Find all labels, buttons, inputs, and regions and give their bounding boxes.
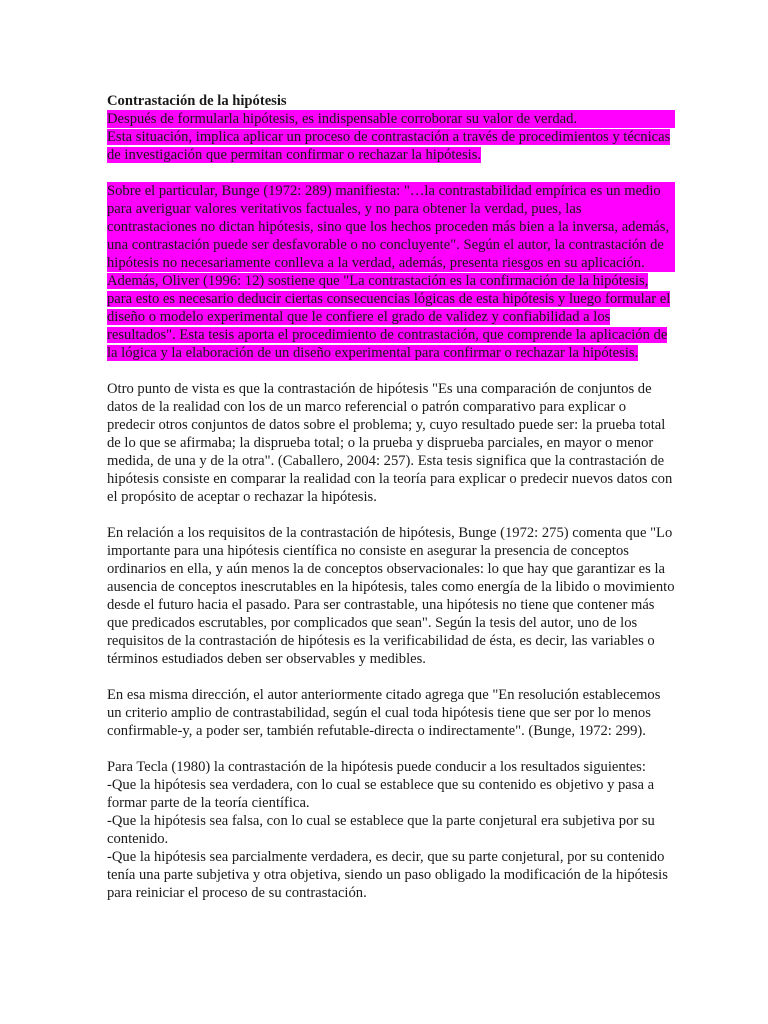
highlighted-text: Además, Oliver (1996: 12) sostiene que "La contrastación es la confirmación de la hipótesis, para esto es necesario deducir ciertas consecuencias lógicas de esta hipótesis y luego formular el diseño o modelo experimental que le confiere el grado de validez y confiabilidad a los resultados". Esta tesis aporta el procedimiento de contrastación, que comprende la aplicación de la lógica y la elaboración de un diseño experimental para confirmar o rechazar la hipótesis. xyxy=(107,273,671,361)
list-item: -Que la hipótesis sea parcialmente verdadera, es decir, que su parte conjetural, por su contenido tenía una parte subjetiva y otra objetiva, siendo un paso obligado la modificación de la hipótesis para reiniciar el proceso de su contrastación. xyxy=(107,849,668,901)
caballero-paragraph: Otro punto de vista es que la contrastación de hipótesis "Es una comparación de conjuntos de datos de la realidad con los de un marco referencial o patrón comparativo para explicar o predecir otros conjuntos de datos sobre el problema; y, cuyo resultado puede ser: la prueba total de lo que se afirmaba; la disprueba total; o la prueba y disprueba parciales, en mayor o menor medida, de una y de la otra". (Caballero, 2004: 257). Esta tesis significa que la contrastación de hipótesis consiste en comparar la realidad con la teoría para explicar o predecir nuevos datos con el propósito de aceptar o rechazar la hipótesis. xyxy=(107,381,673,505)
misma-direccion-paragraph: En esa misma dirección, el autor anteriormente citado agrega que "En resolución establecemos un criterio amplio de contrastabilidad, según el cual toda hipótesis tiene que ser por lo menos confirmable-y, a poder ser, también refutable-directa o indirectamente". (Bunge, 1972: 299). xyxy=(107,687,661,739)
list-item: -Que la hipótesis sea falsa, con lo cual se establece que la parte conjetural era subjetiva por su contenido. xyxy=(107,813,655,847)
document-title: Contrastación de la hipótesis xyxy=(107,93,287,109)
highlighted-text: Esta situación, implica aplicar un proceso de contrastación a través de procedimientos y técnicas de investigación que permitan confirmar o rechazar la hipótesis. xyxy=(107,129,671,163)
tecla-intro: Para Tecla (1980) la contrastación de la hipótesis puede conducir a los resultados siguientes: xyxy=(107,759,646,775)
highlighted-text: Sobre el particular, Bunge (1972: 289) manifiesta: "…la contrastabilidad empírica es un medio para averiguar valores veritativos factuales, y no para obtener la verdad, pues, las contrastaciones no dictan hipótesis, sino que los hechos proceden más bien a la inversa, además, una contrastación puede ser desfavorable o no concluyente". Según el autor, la contrastación de hipótesis no necesariamente conlleva a la verdad, además, presenta riesgos en su aplicación. xyxy=(107,182,675,272)
requisitos-paragraph: En relación a los requisitos de la contrastación de hipótesis, Bunge (1972: 275) comenta que "Lo importante para una hipótesis científica no consiste en asegurar la presencia de conceptos ordinarios en ella, y aún menos la de conceptos observacionales: lo que hay que garantizar es la ausencia de conceptos inescrutables en la hipótesis, tales como energía de la libido o movimiento desde el futuro hacia el pasado. Para ser contrastable, una hipótesis no tiene que contener más que predicados escrutables, por complicados que sean". Según la tesis del autor, uno de los requisitos de la contrastación de hipótesis es la verificabilidad de ésta, es decir, las variables o términos estudiados deben ser observables y medibles. xyxy=(107,525,675,667)
highlighted-text: Después de formularla hipótesis, es indispensable corroborar su valor de verdad. xyxy=(107,110,675,128)
bunge-oliver-paragraph xyxy=(107,182,675,362)
intro-paragraph xyxy=(107,110,675,164)
document-page xyxy=(107,92,675,902)
list-item: -Que la hipótesis sea verdadera, con lo cual se establece que su contenido es objetivo y pasa a formar parte de la teoría científica. xyxy=(107,777,655,811)
